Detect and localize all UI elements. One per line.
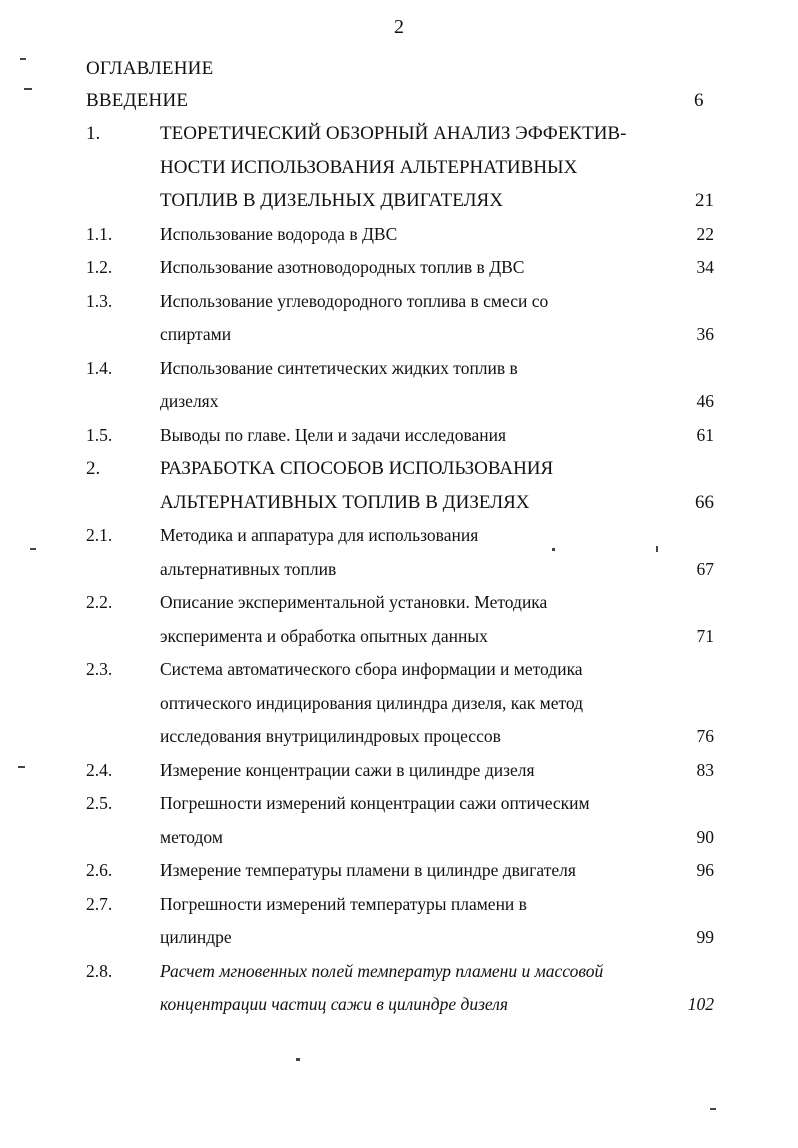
table-of-contents bbox=[0, 117, 798, 1022]
toc-entry-title: методом bbox=[160, 826, 223, 847]
toc-line bbox=[0, 184, 798, 218]
toc-entry-page: 90 bbox=[696, 826, 714, 847]
toc-entry bbox=[0, 955, 798, 1022]
toc-title: ОГЛАВЛЕНИЕ bbox=[86, 58, 214, 79]
toc-entry bbox=[0, 653, 798, 754]
toc-entry-page: 71 bbox=[696, 625, 714, 646]
toc-entry bbox=[0, 218, 798, 252]
toc-entry-title: эксперимента и обработка опытных данных bbox=[160, 625, 488, 646]
toc-line bbox=[0, 519, 798, 553]
toc-entry-number: 1.5. bbox=[86, 424, 113, 445]
toc-line bbox=[0, 854, 798, 888]
toc-entry-page: 36 bbox=[696, 324, 714, 344]
toc-entry-page: 67 bbox=[696, 558, 714, 579]
toc-entry-page: 96 bbox=[696, 860, 714, 880]
toc-line bbox=[0, 218, 798, 252]
toc-entry-title: Описание экспериментальной установки. Методика bbox=[160, 592, 548, 612]
toc-entry-number: 2.7. bbox=[86, 893, 113, 914]
toc-entry-page: 76 bbox=[696, 726, 714, 746]
toc-entry-page: 34 bbox=[696, 257, 714, 277]
page-number: 2 bbox=[394, 16, 404, 38]
toc-line bbox=[0, 921, 798, 955]
toc-line bbox=[0, 687, 798, 721]
toc-entry-title: концентрации частиц сажи в цилиндре дизеля bbox=[160, 994, 509, 1014]
toc-entry-number: 1.1. bbox=[86, 223, 113, 244]
toc-entry-title: дизелях bbox=[160, 391, 219, 411]
toc-line bbox=[0, 419, 798, 453]
toc-entry-page: 83 bbox=[696, 759, 714, 780]
toc-entry-title: Использование синтетических жидких топлив в bbox=[160, 357, 518, 378]
toc-line bbox=[0, 955, 798, 989]
toc-entry-number: 2.5. bbox=[86, 793, 113, 813]
toc-line bbox=[0, 385, 798, 419]
toc-entry-number: 2. bbox=[86, 458, 101, 479]
toc-entry-number: 1.3. bbox=[86, 290, 113, 311]
toc-entry-title: ТОПЛИВ В ДИЗЕЛЬНЫХ ДВИГАТЕЛЯХ bbox=[160, 190, 503, 211]
toc-entry-number: 1.4. bbox=[86, 357, 113, 378]
toc-entry-title: Погрешности измерений концентрации сажи оптическим bbox=[160, 793, 590, 813]
scan-speck bbox=[710, 1108, 716, 1110]
toc-line bbox=[0, 251, 798, 285]
toc-entry-page: 22 bbox=[696, 223, 714, 244]
toc-entry-title: Выводы по главе. Цели и задачи исследования bbox=[160, 424, 507, 445]
toc-entry-title: оптического индицирования цилиндра дизеля, как метод bbox=[160, 692, 584, 713]
toc-entry-page: 99 bbox=[696, 927, 714, 947]
toc-entry-title: НОСТИ ИСПОЛЬЗОВАНИЯ АЛЬТЕРНАТИВНЫХ bbox=[160, 156, 578, 178]
toc-entry bbox=[0, 452, 798, 519]
toc-entry-title: цилиндре bbox=[160, 927, 232, 947]
toc-entry bbox=[0, 586, 798, 653]
toc-entry bbox=[0, 419, 798, 453]
scan-speck bbox=[656, 546, 658, 552]
toc-line bbox=[0, 988, 798, 1022]
toc-line bbox=[0, 754, 798, 788]
toc-entry-number: 2.4. bbox=[86, 759, 113, 780]
toc-line bbox=[0, 151, 798, 185]
intro-label: ВВЕДЕНИЕ bbox=[86, 90, 189, 111]
scan-speck bbox=[30, 548, 36, 550]
toc-line bbox=[0, 452, 798, 486]
toc-entry bbox=[0, 352, 798, 419]
toc-entry bbox=[0, 854, 798, 888]
intro-page: 6 bbox=[694, 90, 704, 111]
toc-entry bbox=[0, 754, 798, 788]
toc-entry-title: Использование углеводородного топлива в смеси со bbox=[160, 290, 549, 311]
toc-entry-title: Измерение концентрации сажи в цилиндре дизеля bbox=[160, 759, 535, 780]
toc-entry-title: Расчет мгновенных полей температур пламени и массовой bbox=[160, 960, 604, 981]
toc-line bbox=[0, 720, 798, 754]
toc-entry-title: Погрешности измерений температуры пламени в bbox=[160, 893, 527, 914]
toc-line bbox=[0, 318, 798, 352]
toc-entry-number: 2.8. bbox=[86, 960, 113, 981]
scan-speck bbox=[552, 548, 555, 551]
toc-entry-page: 46 bbox=[696, 391, 714, 411]
toc-entry bbox=[0, 285, 798, 352]
toc-line bbox=[0, 787, 798, 821]
toc-entry-title: спиртами bbox=[160, 324, 232, 344]
toc-entry-title: ТЕОРЕТИЧЕСКИЙ ОБЗОРНЫЙ АНАЛИЗ ЭФФЕКТИВ- bbox=[160, 123, 627, 144]
toc-line bbox=[0, 821, 798, 855]
toc-entry-number: 1.2. bbox=[86, 257, 113, 277]
toc-entry-title: исследования внутрицилиндровых процессов bbox=[160, 726, 501, 746]
toc-entry bbox=[0, 888, 798, 955]
toc-line bbox=[0, 620, 798, 654]
toc-entry-number: 2.3. bbox=[86, 659, 113, 679]
toc-entry-title: Система автоматического сбора информации и методика bbox=[160, 659, 583, 679]
toc-entry-title: Использование азотноводородных топлив в ДВС bbox=[160, 257, 525, 277]
toc-entry bbox=[0, 251, 798, 285]
toc-entry-page: 61 bbox=[696, 424, 714, 445]
toc-line bbox=[0, 486, 798, 520]
toc-entry-number: 2.2. bbox=[86, 592, 113, 612]
toc-entry bbox=[0, 117, 798, 218]
toc-entry-title: Измерение температуры пламени в цилиндре двигателя bbox=[160, 860, 576, 880]
toc-line bbox=[0, 117, 798, 151]
toc-line bbox=[0, 352, 798, 386]
scan-speck bbox=[296, 1058, 300, 1061]
toc-entry-title: РАЗРАБОТКА СПОСОБОВ ИСПОЛЬЗОВАНИЯ bbox=[160, 458, 554, 479]
toc-entry-title: АЛЬТЕРНАТИВНЫХ ТОПЛИВ В ДИЗЕЛЯХ bbox=[160, 491, 530, 513]
scan-speck bbox=[18, 766, 25, 768]
toc-entry bbox=[0, 787, 798, 854]
toc-line bbox=[0, 285, 798, 319]
toc-entry-title: Использование водорода в ДВС bbox=[160, 223, 398, 244]
toc-entry-title: альтернативных топлив bbox=[160, 558, 337, 579]
toc-line bbox=[0, 586, 798, 620]
toc-line bbox=[0, 653, 798, 687]
scan-speck bbox=[24, 88, 32, 90]
toc-entry-page: 102 bbox=[687, 994, 714, 1014]
toc-entry-title: Методика и аппаратура для использования bbox=[160, 525, 479, 545]
toc-line bbox=[0, 888, 798, 922]
toc-entry-number: 2.1. bbox=[86, 525, 113, 545]
toc-entry-page: 21 bbox=[695, 190, 714, 211]
toc-entry-number: 2.6. bbox=[86, 860, 113, 880]
toc-entry-number: 1. bbox=[86, 123, 101, 144]
toc-entry-page: 66 bbox=[695, 491, 714, 513]
toc-entry bbox=[0, 519, 798, 586]
scan-speck bbox=[20, 58, 26, 60]
toc-line bbox=[0, 553, 798, 587]
